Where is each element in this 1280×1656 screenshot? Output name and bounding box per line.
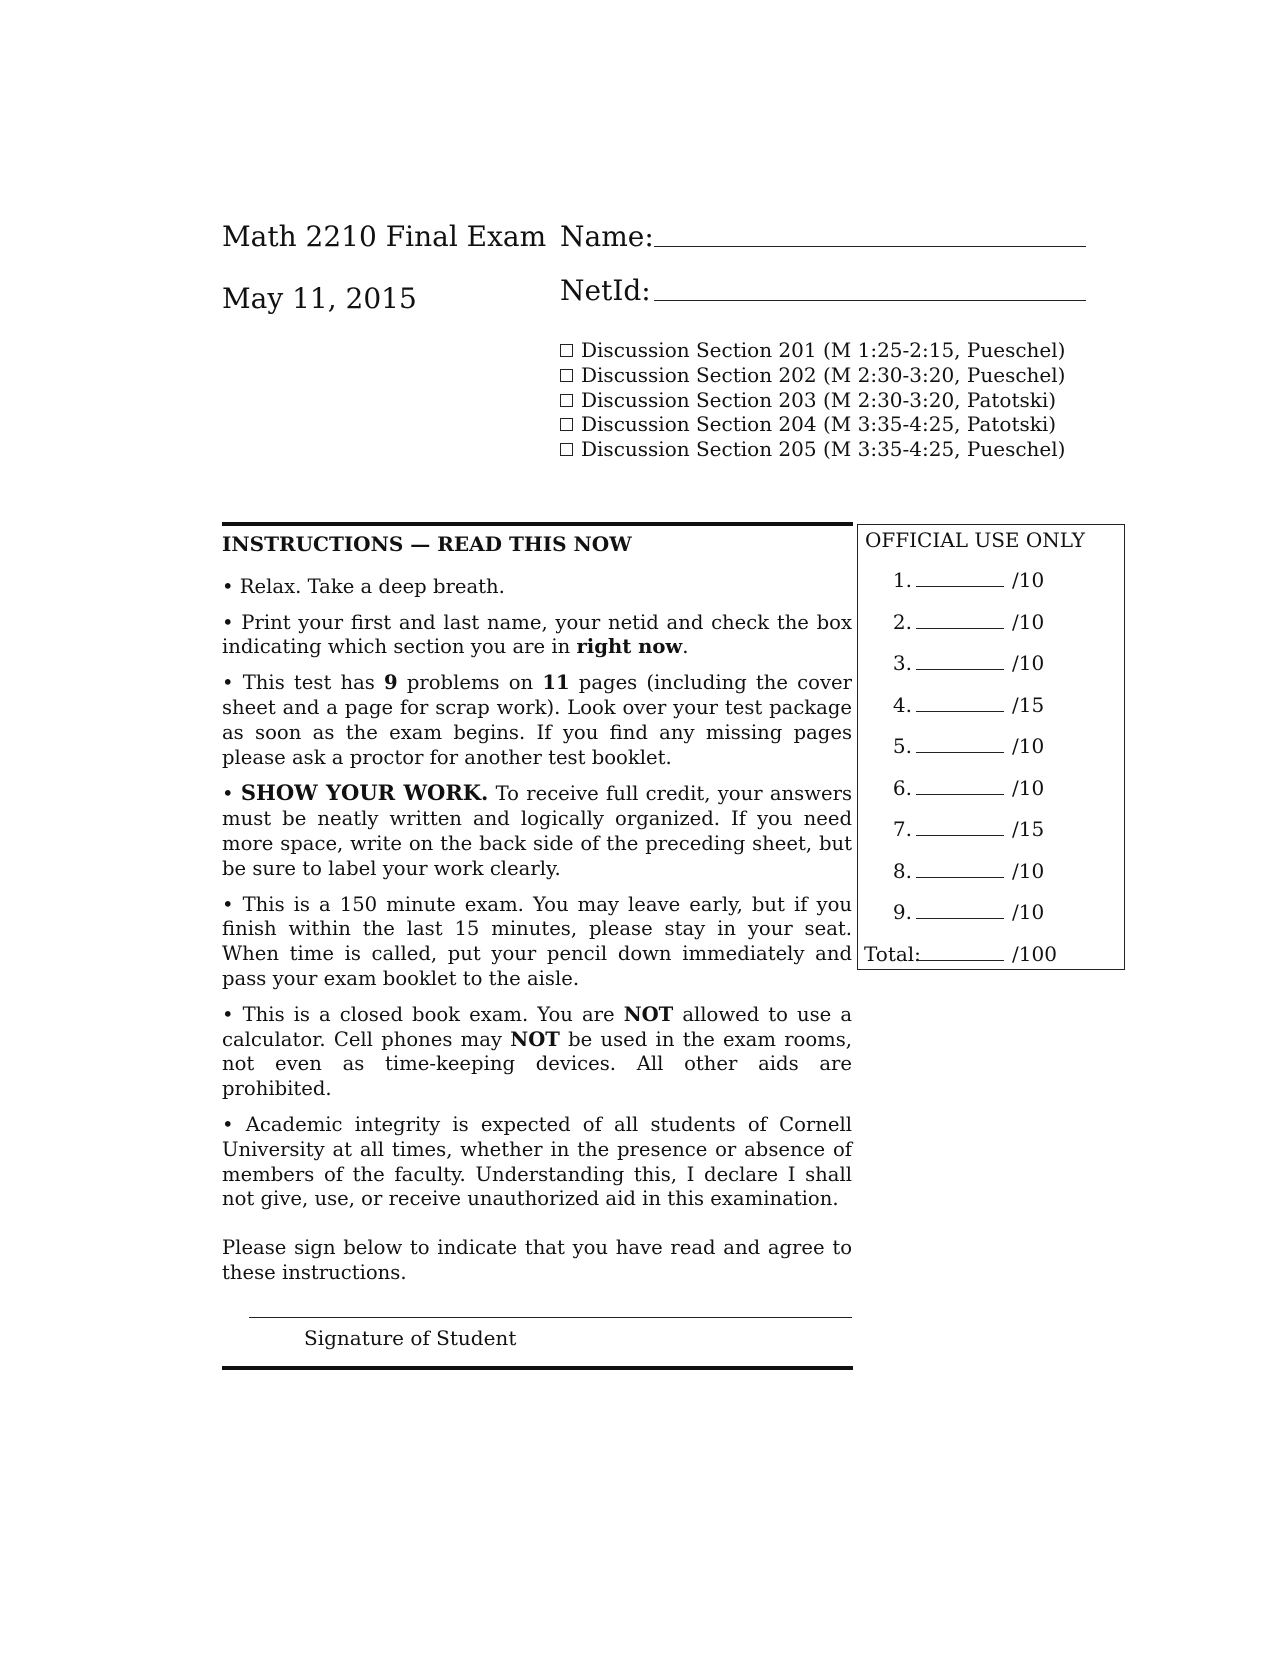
- score-row-8: 8. /10: [892, 858, 1045, 883]
- section-option-203[interactable]: [560, 388, 1065, 413]
- score-field[interactable]: [916, 711, 1004, 712]
- score-row-9: 9. /10: [892, 900, 1045, 924]
- score-row-total: [858, 942, 1124, 968]
- top-rule: [222, 522, 853, 526]
- instruction-relax: • Relax. Take a deep breath.: [222, 574, 505, 598]
- section-label: Discussion Section 203 (M 2:30-3:20, Patotski): [581, 387, 1057, 412]
- section-option-201[interactable]: [560, 338, 1065, 363]
- score-field[interactable]: [916, 628, 1004, 629]
- official-use-box: [857, 524, 1125, 970]
- instruction-test-pages: • This test has 9 problems on 11 pages (including the cover sheet and a page for scrap work). Look over your test package as soon as the exam begins. If you find any missing pages please ask a proctor for another test booklet.: [222, 671, 852, 769]
- score-field[interactable]: [916, 835, 1004, 836]
- instruction-print-name: • Print your first and last name, your netid and check the box indicating which section you are in right now.: [222, 610, 852, 659]
- netid-field[interactable]: [654, 300, 1086, 301]
- name-label: Name:: [560, 220, 654, 253]
- checkbox[interactable]: [560, 443, 573, 456]
- exam-date: May 11, 2015: [222, 282, 417, 315]
- score-field[interactable]: [916, 877, 1004, 878]
- instruction-show-work: • SHOW YOUR WORK. To receive full credit, your answers must be neatly written and logically organized. If you need more space, write on the back side of the preceding sheet, but be sure to label your work clearly.: [222, 780, 852, 880]
- score-row-4: 4. /15: [892, 692, 1045, 717]
- score-row-5: 5. /10: [892, 734, 1045, 758]
- checkbox[interactable]: [560, 394, 573, 407]
- checkbox[interactable]: [560, 344, 573, 357]
- sign-prompt: Please sign below to indicate that you have read and agree to these instructions.: [222, 1236, 852, 1284]
- checkbox[interactable]: [560, 369, 573, 382]
- score-row-1: 1. /10: [892, 568, 1045, 592]
- instruction-time: • This is a 150 minute exam. You may leave early, but if you finish within the last 15 minutes, please stay in your seat. When time is called, put your pencil down immediately and pass your exam booklet to the aisle.: [222, 892, 853, 990]
- total-field[interactable]: [916, 960, 1004, 961]
- score-field[interactable]: [916, 752, 1004, 753]
- netid-label: NetId:: [560, 274, 651, 307]
- total-max: /100: [1012, 942, 1057, 966]
- score-field[interactable]: [916, 918, 1004, 919]
- total-label: Total:: [864, 942, 921, 966]
- signature-line[interactable]: [249, 1317, 852, 1318]
- checkbox[interactable]: [560, 418, 573, 431]
- section-option-202[interactable]: [560, 363, 1065, 388]
- score-field[interactable]: [916, 794, 1004, 795]
- instruction-closed-book: • This is a closed book exam. You are NOT allowed to use a calculator. Cell phones may NOT be used in the exam rooms, not even as time-keeping devices. All other aids are prohibited.: [222, 1002, 853, 1101]
- instructions: [222, 532, 852, 1286]
- score-row-2: 2. /10: [892, 609, 1045, 634]
- name-field[interactable]: [654, 246, 1086, 247]
- instructions-heading: INSTRUCTIONS — READ THIS NOW: [222, 532, 632, 556]
- course-title: Math 2210 Final Exam: [222, 220, 547, 253]
- section-label: Discussion Section 204 (M 3:35-4:25, Patotski): [581, 412, 1057, 437]
- section-list: [560, 338, 1065, 462]
- score-row-7: 7. /15: [892, 817, 1045, 841]
- score-row-6: 6. /10: [892, 775, 1045, 800]
- section-option-205[interactable]: [560, 437, 1065, 462]
- bottom-rule: [222, 1366, 853, 1370]
- official-use-title: OFFICIAL USE ONLY: [865, 528, 1085, 552]
- section-label: Discussion Section 201 (M 1:25-2:15, Pueschel): [581, 338, 1066, 362]
- section-label: Discussion Section 205 (M 3:35-4:25, Pueschel): [581, 437, 1066, 462]
- instruction-integrity: • Academic integrity is expected of all students of Cornell University at all times, whether in the presence or absence of members of the faculty. Understanding this, I declare I shall not give, use, or receive unauthorized aid in this examination.: [222, 1112, 852, 1211]
- signature-label: Signature of Student: [304, 1326, 517, 1350]
- section-label: Discussion Section 202 (M 2:30-3:20, Pueschel): [581, 362, 1066, 387]
- score-field[interactable]: [916, 669, 1004, 670]
- section-option-204[interactable]: [560, 412, 1065, 437]
- score-row-3: 3. /10: [892, 651, 1045, 675]
- score-field[interactable]: [916, 586, 1004, 587]
